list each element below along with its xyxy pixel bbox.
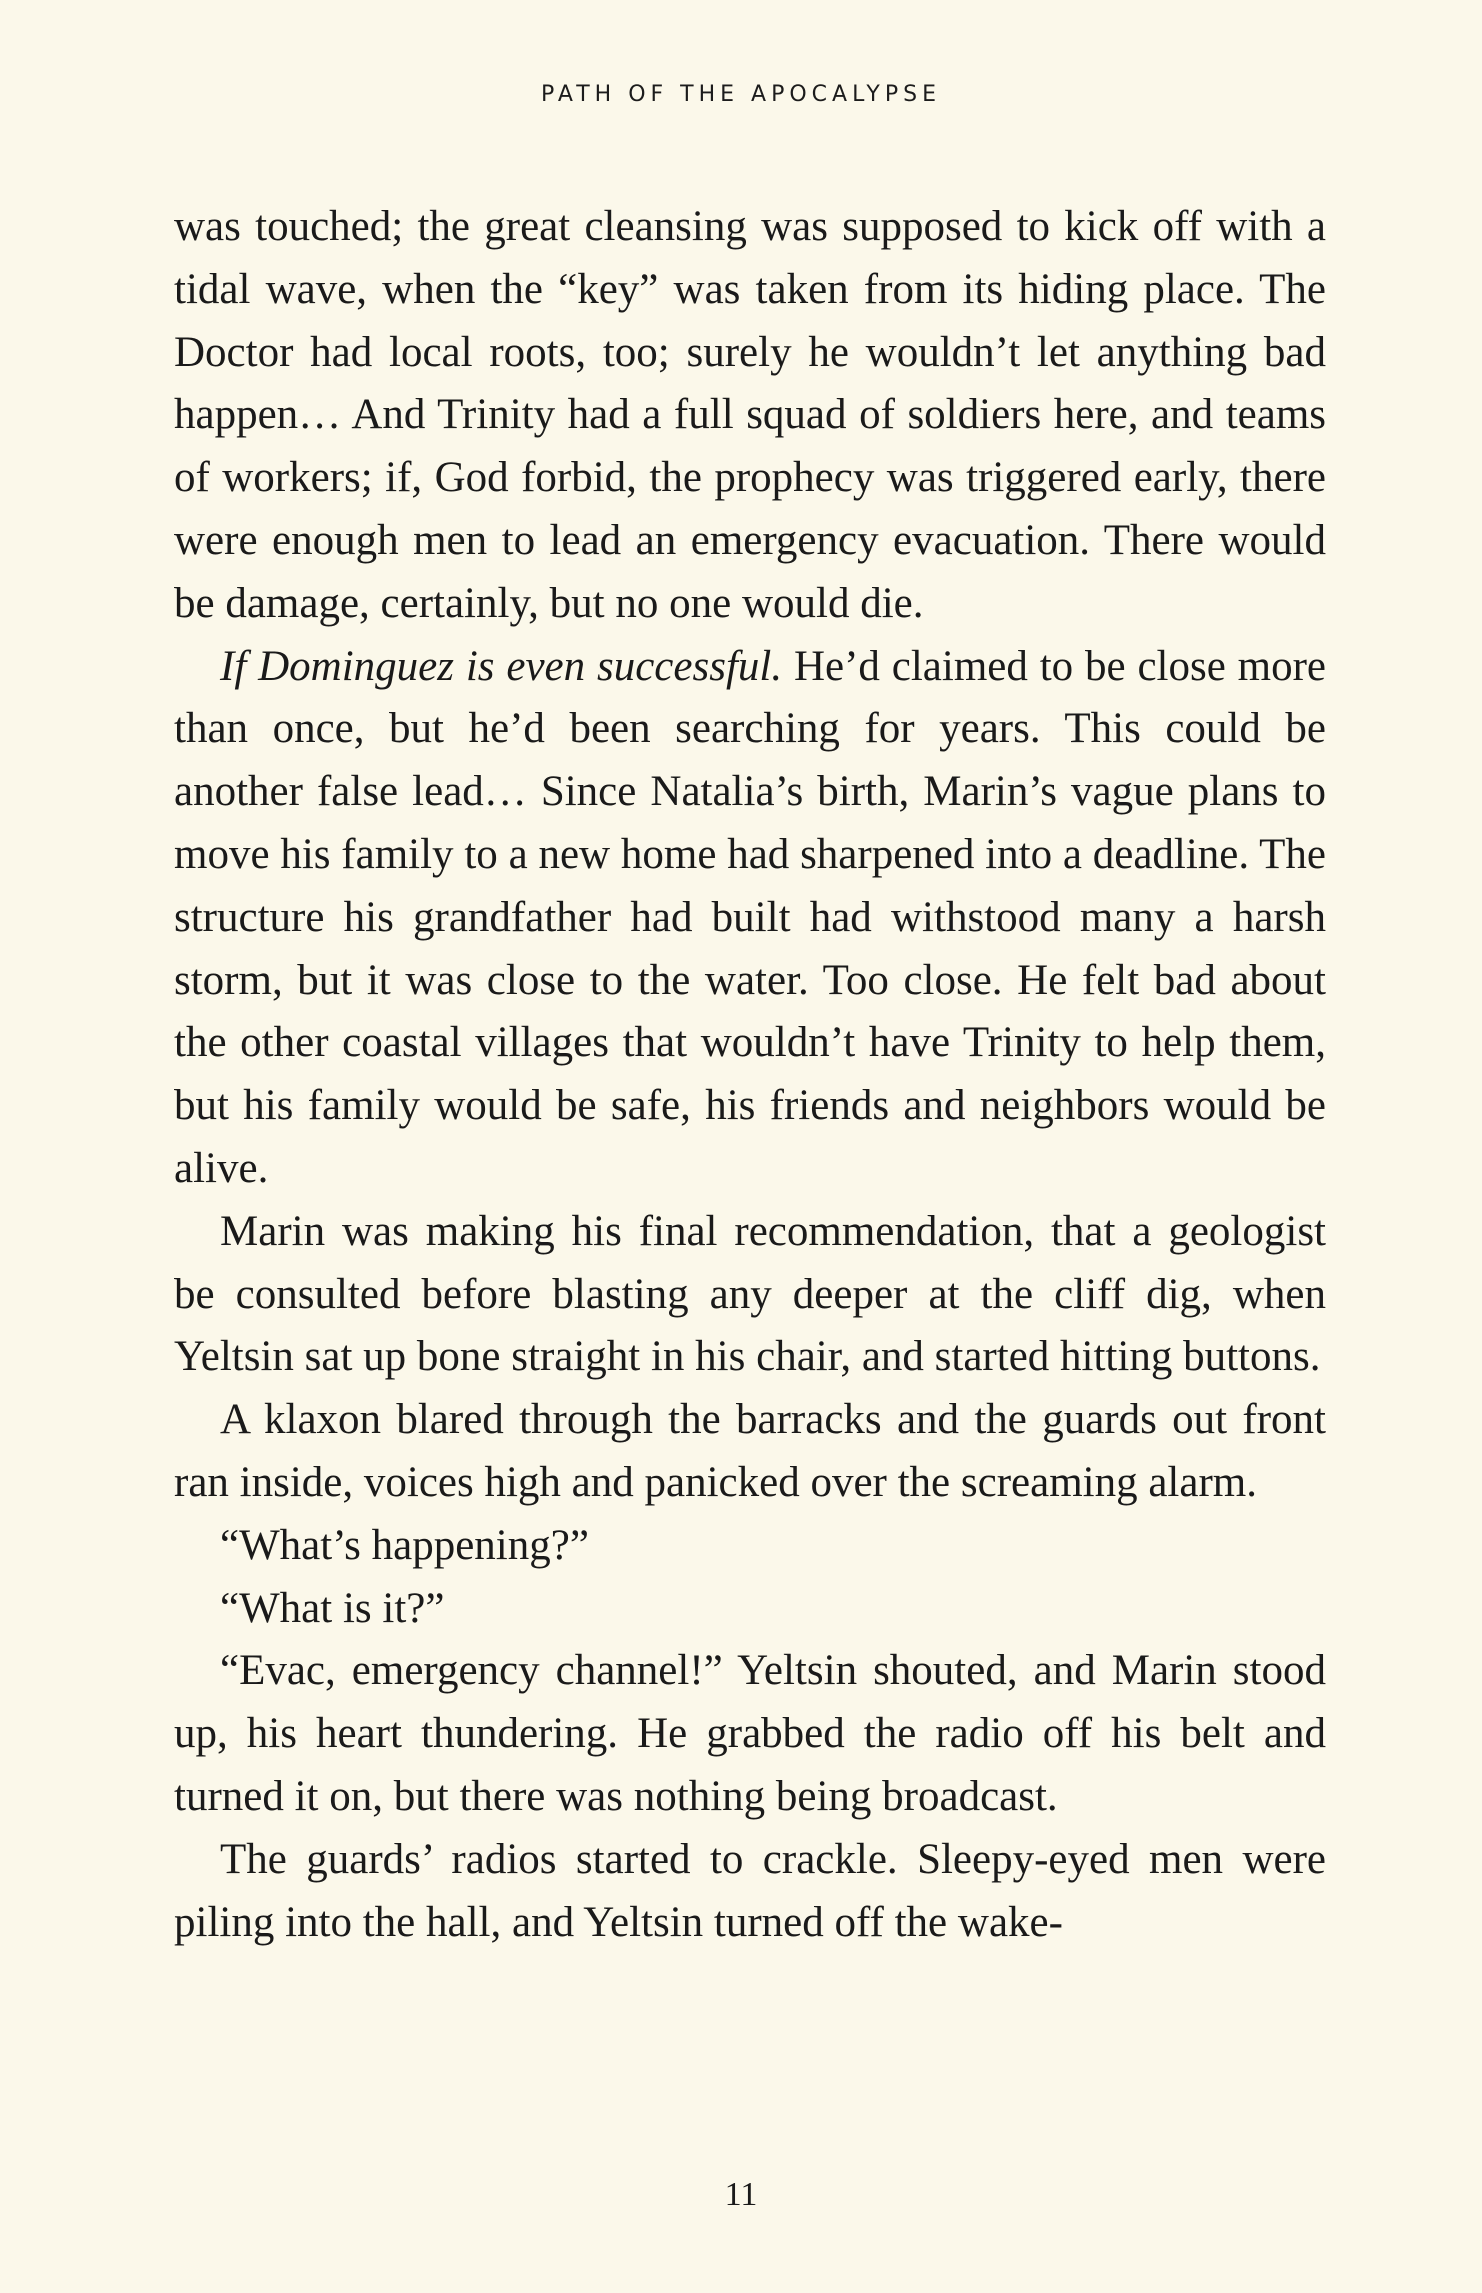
italic-thought: If Dominguez is even successful. <box>220 642 783 690</box>
paragraph-1: was touched; the great cleansing was supposed to kick off with a tidal wave, when the “key” was taken from its hiding place. The Doctor had local roots, too; surely he wouldn’t let anything bad happen… And Trinity had a full squad of soldiers here, and teams of workers; if, God forbid, the prophecy was triggered early, there were enough men to lead an emergency evacuation. There would be damage, certainly, but no one would die. <box>174 203 1326 627</box>
paragraph-8: The guards’ radios started to crackle. Sleepy-eyed men were piling into the hall, and Yeltsin turned off the wake- <box>174 1835 1326 1946</box>
paragraph-2 <box>174 636 1326 1201</box>
body-text <box>174 196 1326 1954</box>
running-head: PATH OF THE APOCALYPSE <box>541 82 941 107</box>
paragraph-6: “What is it?” <box>220 1584 445 1632</box>
page-number: 11 <box>724 2176 758 2213</box>
paragraph-4: A klaxon blared through the barracks and the guards out front ran inside, voices high and panicked over the screaming alarm. <box>174 1396 1326 1506</box>
paragraph-5: “What’s happening?” <box>220 1521 589 1569</box>
paragraph-3: Marin was making his final recommendation, that a geologist be consulted before blasting any deeper at the cliff dig, when Yeltsin sat up bone straight in his chair, and started hitting buttons. <box>174 1207 1326 1381</box>
paragraph-7: “Evac, emergency channel!” Yeltsin shouted, and Marin stood up, his heart thundering. He grabbed the radio off his belt and turned it on, but there was nothing being broadcast. <box>174 1647 1326 1820</box>
paragraph-2-text: He’d claimed to be close more than once, but he’d been searching for years. This could be another false lead… Since Natalia’s birth, Marin’s vague plans to move his family to a new home had sharpened into a deadline. The structure his grandfather had built had withstood many a harsh storm, but it was close to the water. Too close. He felt bad about the other coastal villages that wouldn’t have Trinity to help them, but his family would be safe, his friends and neighbors would be alive. <box>174 642 1326 1192</box>
